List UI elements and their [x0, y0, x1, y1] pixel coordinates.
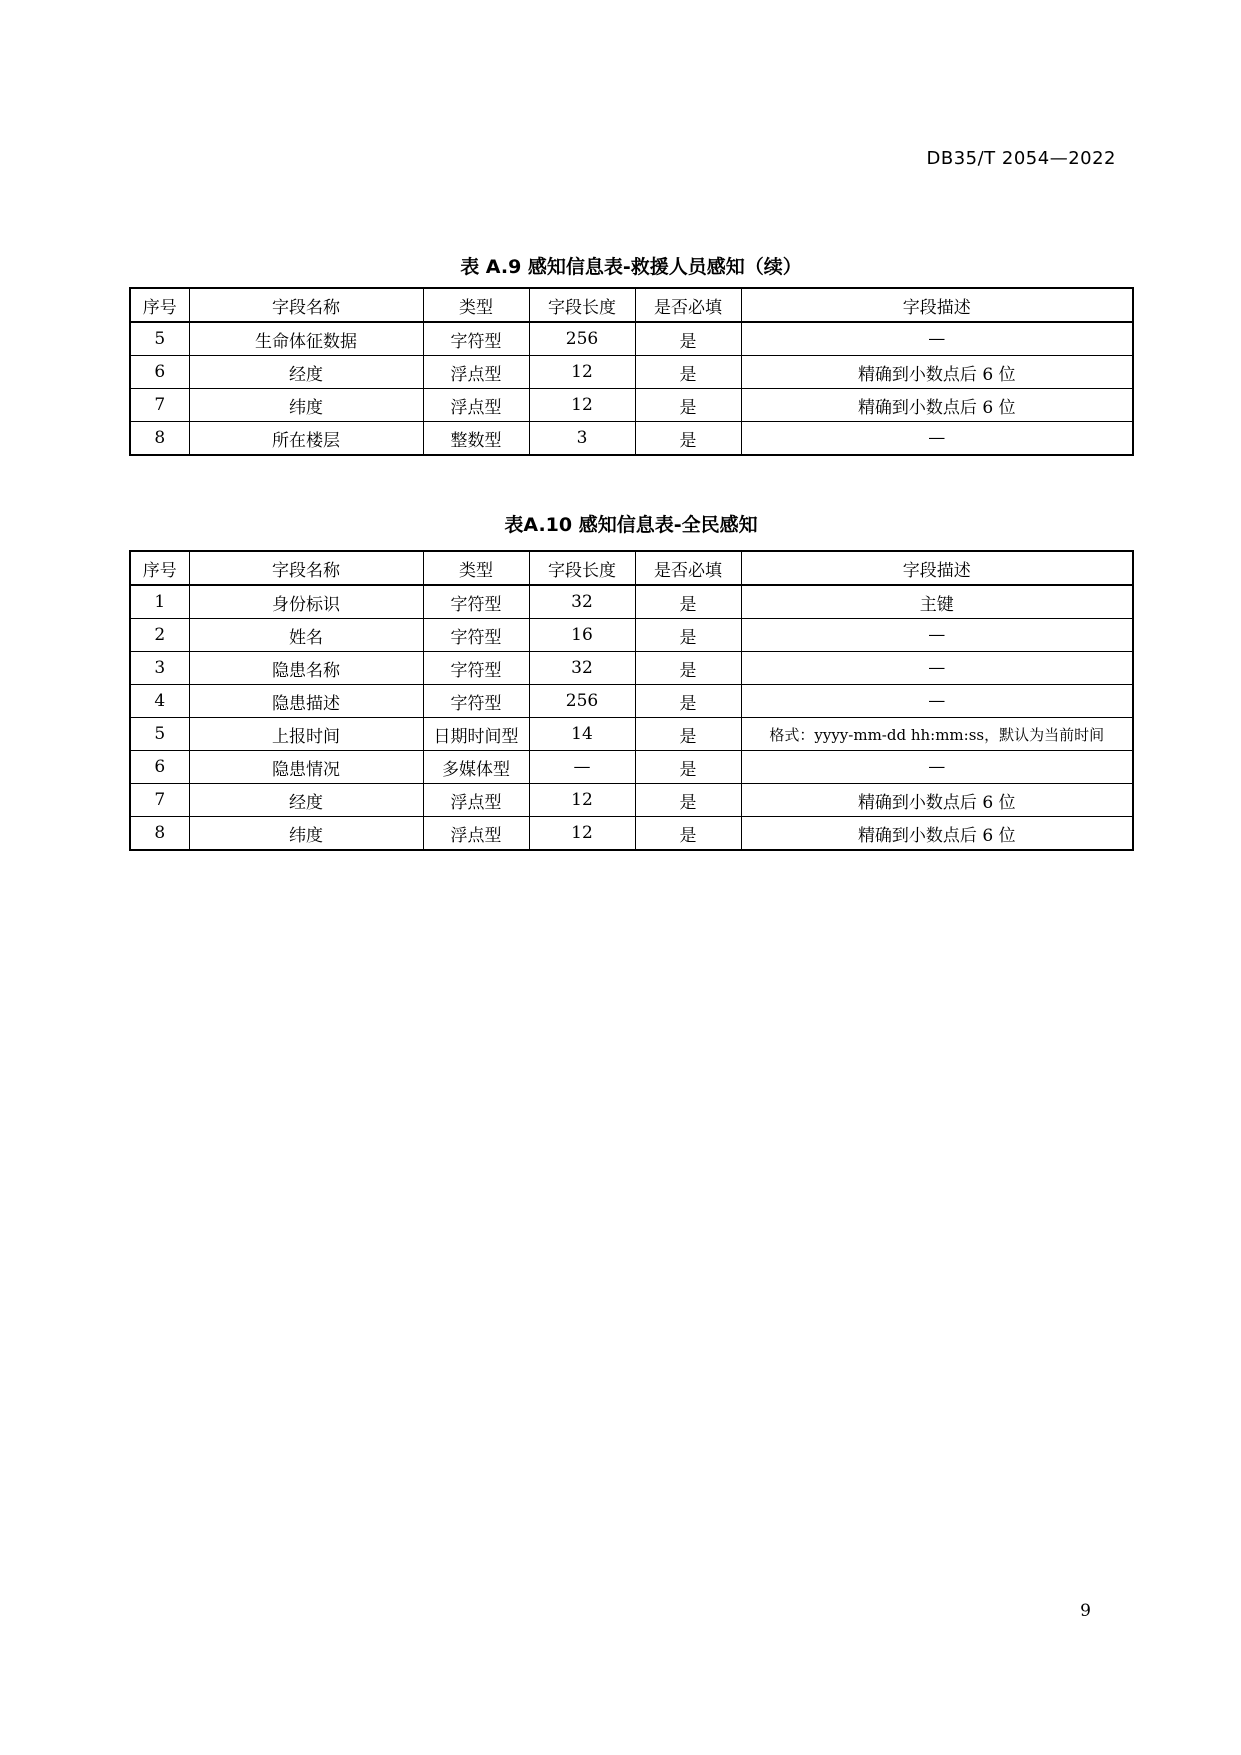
table-cell: 字符型	[423, 685, 529, 718]
standard-code: DB35/T 2054—2022	[926, 148, 1116, 169]
table-cell: 姓名	[189, 619, 423, 652]
table-cell: 主键	[741, 585, 1133, 619]
table-cell: 隐患名称	[189, 652, 423, 685]
table-cell: —	[529, 751, 635, 784]
table-cell: 12	[529, 356, 635, 389]
table-cell: 精确到小数点后 6 位	[741, 389, 1133, 422]
column-header: 序号	[130, 288, 189, 322]
table-cell: 字符型	[423, 652, 529, 685]
table-cell: 字符型	[423, 619, 529, 652]
table-cell: 8	[130, 422, 189, 456]
table-cell: 256	[529, 322, 635, 356]
table-cell: 256	[529, 685, 635, 718]
table-cell: 浮点型	[423, 356, 529, 389]
table-cell: 16	[529, 619, 635, 652]
column-header: 字段描述	[741, 551, 1133, 585]
table-cell: —	[741, 751, 1133, 784]
table-cell: 是	[635, 585, 741, 619]
table-cell: —	[741, 652, 1133, 685]
table-cell: 5	[130, 718, 189, 751]
table-cell: —	[741, 619, 1133, 652]
table-cell: 3	[130, 652, 189, 685]
table-cell: 是	[635, 422, 741, 456]
table-cell: 是	[635, 718, 741, 751]
table-cell: 32	[529, 585, 635, 619]
table-cell: 纬度	[189, 389, 423, 422]
column-header: 序号	[130, 551, 189, 585]
table-cell: 12	[529, 784, 635, 817]
column-header: 是否必填	[635, 551, 741, 585]
table-row	[130, 751, 1133, 784]
table-a9	[129, 287, 1134, 456]
column-header: 类型	[423, 551, 529, 585]
table-cell: 经度	[189, 784, 423, 817]
table-row	[130, 322, 1133, 356]
table-cell: 2	[130, 619, 189, 652]
table-cell: 是	[635, 356, 741, 389]
table-cell: 纬度	[189, 817, 423, 851]
table-cell: 身份标识	[189, 585, 423, 619]
table-cell: 上报时间	[189, 718, 423, 751]
table-cell: 6	[130, 356, 189, 389]
table-cell: 生命体征数据	[189, 322, 423, 356]
table-cell: 浮点型	[423, 817, 529, 851]
table-cell: 精确到小数点后 6 位	[741, 356, 1133, 389]
table-cell: 是	[635, 784, 741, 817]
table-cell: 14	[529, 718, 635, 751]
table-cell: 6	[130, 751, 189, 784]
table-row	[130, 389, 1133, 422]
table-cell: 3	[529, 422, 635, 456]
table-row	[130, 356, 1133, 389]
table-cell: 多媒体型	[423, 751, 529, 784]
column-header: 字段长度	[529, 288, 635, 322]
column-header: 字段描述	[741, 288, 1133, 322]
table-a9-title: 表 A.9 感知信息表-救援人员感知（续）	[460, 256, 802, 278]
table-cell: 7	[130, 784, 189, 817]
table-a10-title: 表A.10 感知信息表-全民感知	[504, 514, 758, 536]
table-a10	[129, 550, 1134, 851]
table-row	[130, 685, 1133, 718]
table-cell: 精确到小数点后 6 位	[741, 784, 1133, 817]
table-cell: 32	[529, 652, 635, 685]
table-row	[130, 817, 1133, 851]
table-cell: 是	[635, 322, 741, 356]
table-cell: 隐患描述	[189, 685, 423, 718]
table-cell: —	[741, 322, 1133, 356]
table-cell: 字符型	[423, 322, 529, 356]
table-cell: 12	[529, 817, 635, 851]
table-cell: 5	[130, 322, 189, 356]
page-number: 9	[1080, 1601, 1091, 1621]
table-cell: 是	[635, 685, 741, 718]
table-cell: —	[741, 422, 1133, 456]
table-cell: —	[741, 685, 1133, 718]
table-row	[130, 422, 1133, 456]
table-row	[130, 619, 1133, 652]
table-cell: 是	[635, 619, 741, 652]
table-cell: 是	[635, 751, 741, 784]
table-cell: 是	[635, 817, 741, 851]
table-row	[130, 652, 1133, 685]
table-cell: 浮点型	[423, 389, 529, 422]
table-cell: 8	[130, 817, 189, 851]
table-header-row	[130, 551, 1133, 585]
table-cell: 隐患情况	[189, 751, 423, 784]
table-cell: 字符型	[423, 585, 529, 619]
table-cell: 4	[130, 685, 189, 718]
table-cell: 是	[635, 652, 741, 685]
column-header: 类型	[423, 288, 529, 322]
table-row	[130, 784, 1133, 817]
table-cell: 浮点型	[423, 784, 529, 817]
table-cell: 经度	[189, 356, 423, 389]
column-header: 字段长度	[529, 551, 635, 585]
table-cell: 12	[529, 389, 635, 422]
table-cell: 日期时间型	[423, 718, 529, 751]
column-header: 字段名称	[189, 288, 423, 322]
column-header: 是否必填	[635, 288, 741, 322]
column-header: 字段名称	[189, 551, 423, 585]
table-cell: 精确到小数点后 6 位	[741, 817, 1133, 851]
table-cell: 1	[130, 585, 189, 619]
table-row	[130, 585, 1133, 619]
table-cell: 是	[635, 389, 741, 422]
table-cell: 整数型	[423, 422, 529, 456]
table-cell: 格式：yyyy-mm-dd hh:mm:ss，默认为当前时间	[741, 718, 1133, 751]
table-cell: 所在楼层	[189, 422, 423, 456]
table-row	[130, 718, 1133, 751]
table-cell: 7	[130, 389, 189, 422]
table-header-row	[130, 288, 1133, 322]
